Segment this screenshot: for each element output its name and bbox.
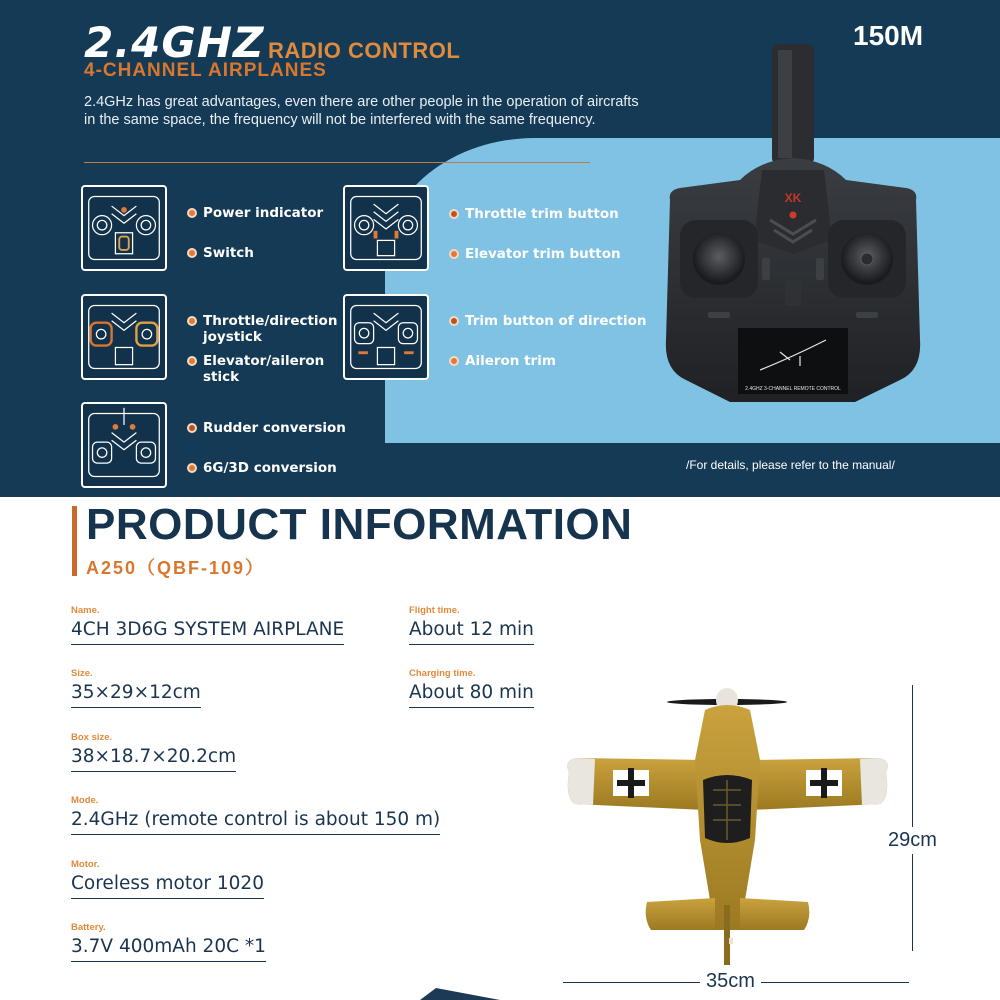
bullet-dot-icon: [187, 356, 197, 366]
spec-label: Battery.: [71, 922, 106, 933]
trim-direction-diagram: [343, 294, 429, 380]
trim-button-diagram: [343, 185, 429, 271]
spec-size: [71, 668, 201, 708]
feature-rudder-conversion: Rudder conversion: [187, 420, 346, 436]
feature-elevator-trim: Elevator trim button: [449, 246, 621, 262]
spec-mode: [71, 795, 440, 835]
airplane-image: [555, 680, 900, 970]
width-dimension-label: 35cm: [700, 970, 761, 993]
spec-label: Mode.: [71, 795, 99, 806]
spec-flight-time: [409, 605, 534, 645]
feature-mode-conversion: 6G/3D conversion: [187, 460, 337, 476]
radio-control-banner: [0, 0, 1000, 497]
feature-throttle-trim: Throttle trim button: [449, 206, 619, 222]
power-switch-diagram: [81, 185, 167, 271]
spec-box-size: [71, 732, 236, 772]
feature-power-indicator: Power indicator: [187, 205, 323, 221]
spec-value: Coreless motor 1020: [71, 873, 264, 899]
feature-elevator-stick: Elevator/aileron stick: [187, 353, 327, 385]
spec-value: 4CH 3D6G SYSTEM AIRPLANE: [71, 619, 344, 645]
bullet-dot-icon: [187, 423, 197, 433]
bullet-dot-icon: [449, 249, 459, 259]
joystick-diagram: [81, 294, 167, 380]
remote-control-image: [650, 40, 935, 440]
spec-value: 3.7V 400mAh 20C *1: [71, 936, 266, 962]
spec-value: About 80 min: [409, 682, 534, 708]
section-accent-bar: [72, 506, 77, 576]
spec-label: Box size.: [71, 732, 113, 743]
feature-direction-trim: Trim button of direction: [449, 313, 646, 329]
spec-charging-time: [409, 668, 534, 708]
bullet-dot-icon: [449, 209, 459, 219]
frequency-title: 2.4GHZ: [84, 18, 265, 67]
remote-outline-icon: [83, 404, 165, 486]
feature-aileron-trim: Aileron trim: [449, 353, 556, 369]
product-model: A250（QBF-109）: [86, 558, 266, 578]
spec-value: About 12 min: [409, 619, 534, 645]
spec-value: 38×18.7×20.2cm: [71, 746, 236, 772]
range-label: 150M: [853, 20, 924, 51]
intro-divider: [84, 162, 590, 163]
bullet-dot-icon: [449, 316, 459, 326]
feature-throttle-joystick: Throttle/direction joystick: [187, 313, 337, 345]
brand-logo: XK: [784, 191, 802, 205]
spec-label: Size.: [71, 668, 93, 679]
conversion-diagram: [81, 402, 167, 488]
decorative-corner: [420, 988, 500, 1000]
manual-note: /For details, please refer to the manual/: [686, 458, 895, 472]
remote-outline-icon: [83, 296, 165, 378]
remote-outline-icon: [83, 187, 165, 269]
height-dimension-line: [912, 685, 913, 951]
spec-battery: [71, 922, 266, 962]
remote-outline-icon: [345, 296, 427, 378]
bullet-dot-icon: [449, 356, 459, 366]
product-info-title: PRODUCT INFORMATION: [86, 500, 633, 549]
bullet-dot-icon: [187, 316, 197, 326]
feature-switch: Switch: [187, 245, 254, 261]
channel-subtitle: 4-CHANNEL AIRPLANES: [84, 60, 327, 81]
remote-screen-text: 2.4GHZ 3-CHANNEL REMOTE CONTROL: [745, 386, 841, 392]
bullet-dot-icon: [187, 463, 197, 473]
spec-name: [71, 605, 344, 645]
spec-label: Motor.: [71, 859, 100, 870]
remote-outline-icon: [345, 187, 427, 269]
spec-motor: [71, 859, 264, 899]
height-dimension-label: 29cm: [888, 827, 937, 854]
intro-text: 2.4GHz has great advantages, even there are other people in the operation of aircrafts in the same space, the frequency will not be interfered with the same frequency.: [84, 94, 639, 128]
spec-label: Name.: [71, 605, 100, 616]
bullet-dot-icon: [187, 248, 197, 258]
spec-value: 2.4GHz (remote control is about 150 m): [71, 809, 440, 835]
spec-label: Flight time.: [409, 605, 460, 616]
spec-label: Charging time.: [409, 668, 476, 679]
radio-control-title: RADIO CONTROL: [268, 38, 461, 63]
spec-value: 35×29×12cm: [71, 682, 201, 708]
bullet-dot-icon: [187, 208, 197, 218]
